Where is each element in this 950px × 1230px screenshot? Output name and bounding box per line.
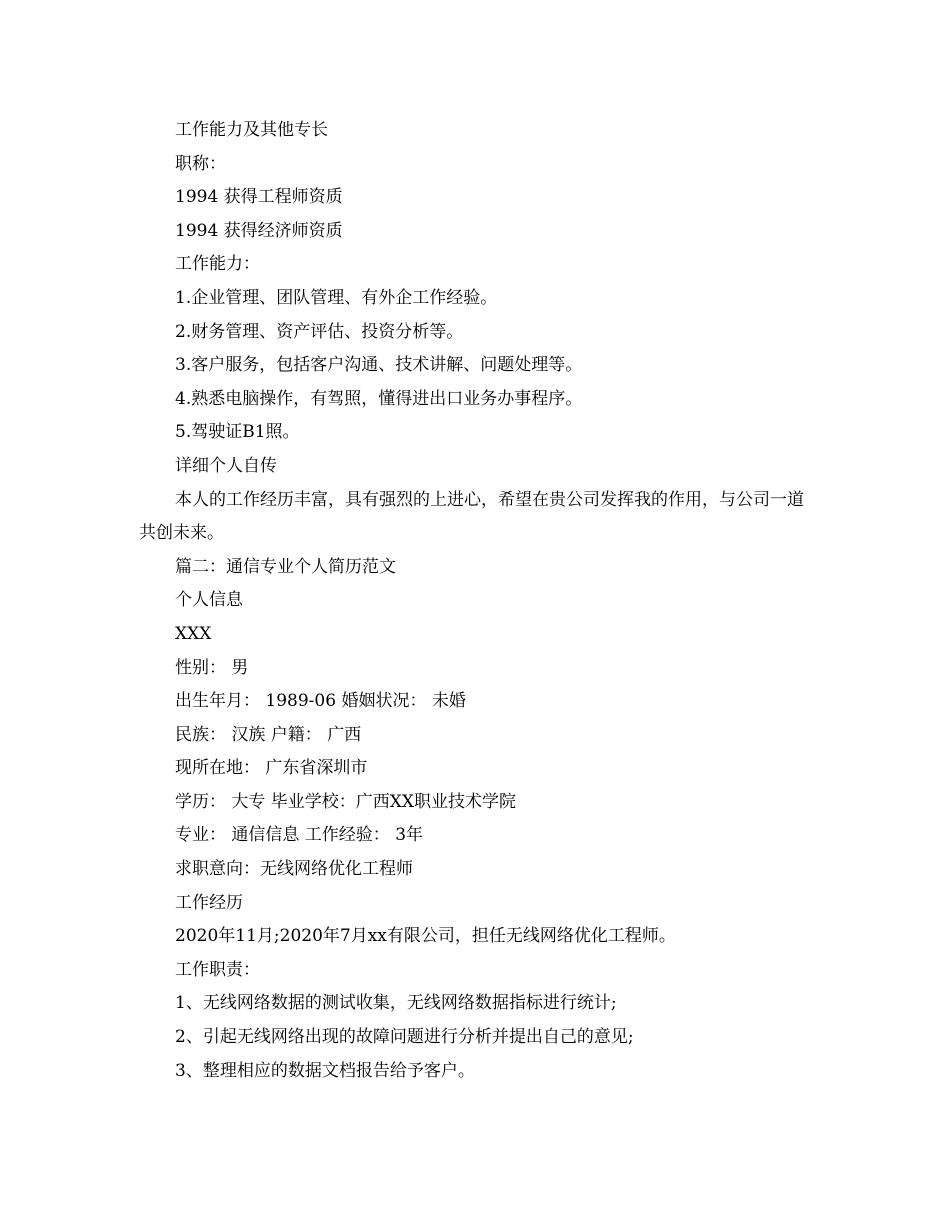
duty-item-1: 1、无线网络数据的测试收集，无线网络数据指标进行统计;	[175, 993, 617, 1014]
title-label: 职称：	[175, 153, 226, 174]
birth-marital-line: 出生年月： 1989-06 婚姻状况： 未婚	[175, 691, 466, 712]
ability-item-2: 2.财务管理、资产评估、投资分析等。	[175, 321, 464, 342]
location-line: 现所在地： 广东省深圳市	[175, 758, 368, 779]
job-intention-line: 求职意向：无线网络优化工程师	[175, 859, 413, 880]
education-line: 学历： 大专 毕业学校：广西XX职业技术学院	[175, 791, 517, 812]
qualification-engineer: 1994 获得工程师资质	[175, 187, 343, 208]
section-heading-skills: 工作能力及其他专长	[175, 120, 328, 140]
ability-item-4: 4.熟悉电脑操作，有驾照，懂得进出口业务办事程序。	[175, 388, 583, 409]
ethnicity-hukou-line: 民族： 汉族 户籍： 广西	[175, 724, 362, 745]
duties-label: 工作职责：	[175, 959, 260, 980]
section-heading-work-history: 工作经历	[175, 892, 243, 913]
autobiography-paragraph: 本人的工作经历丰富，具有强烈的上进心，希望在贵公司发挥我的作用，与公司一道共创未来。	[139, 489, 804, 544]
qualification-economist: 1994 获得经济师资质	[175, 220, 343, 241]
name-value: XXX	[175, 623, 212, 644]
ability-item-3: 3.客户服务，包括客户沟通、技术讲解、问题处理等。	[175, 355, 583, 376]
gender-line: 性别： 男	[175, 657, 249, 678]
ability-item-5: 5.驾驶证B1照。	[175, 422, 300, 443]
article-two-title: 篇二：通信专业个人简历范文	[175, 556, 396, 577]
section-heading-personal-info: 个人信息	[175, 590, 243, 611]
document-body	[139, 114, 819, 1088]
work-history-entry: 2020年11月;2020年7月xx有限公司，担任无线网络优化工程师。	[175, 926, 676, 947]
duty-item-3: 3、整理相应的数据文档报告给予客户。	[175, 1060, 475, 1081]
abilities-label: 工作能力：	[175, 254, 260, 275]
duty-item-2: 2、引起无线网络出现的故障问题进行分析并提出自己的意见;	[175, 1027, 634, 1048]
ability-item-1: 1.企业管理、团队管理、有外企工作经验。	[175, 287, 498, 308]
section-heading-autobiography: 详细个人自传	[175, 455, 277, 476]
major-experience-line: 专业： 通信信息 工作经验： 3年	[175, 825, 424, 846]
